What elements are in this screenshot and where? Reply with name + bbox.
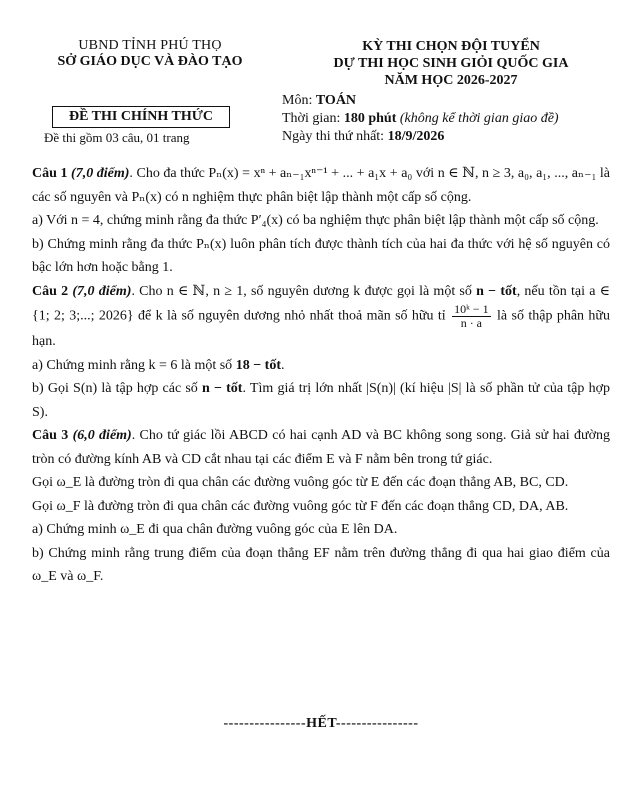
question-2-part-b (32, 377, 610, 424)
issuer-department: SỞ GIÁO DỤC VÀ ĐÀO TẠO (57, 54, 243, 69)
question-2-part-a (32, 354, 610, 378)
subject-value: TOÁN (315, 93, 357, 108)
question-1-part-a: a) Với n = 4, chứng minh rằng đa thức P′₄(x) có ba nghiệm thực phân biệt lập thành một cấp số cộng. (32, 213, 599, 228)
question-1-title: Câu 1 (32, 166, 68, 181)
question-2-line2-end: là số thập phân hữu hạn. (32, 308, 611, 349)
question-2-part-b-text: b) Gọi S(n) là tập hợp các số (32, 381, 202, 396)
exam-title-line1: KỲ THI CHỌN ĐỘI TUYỂN (362, 39, 540, 54)
question-2-part-a-term: 18 − tốt (235, 357, 281, 373)
question-3-points: (6,0 điểm) (72, 428, 132, 443)
question-3-part-a: a) Chứng minh ω_E đi qua chân đường vuông góc của E lên DA. (32, 522, 398, 537)
exam-content (32, 162, 610, 589)
exam-page-count: Đề thi gồm 03 câu, 01 trang (44, 130, 190, 145)
issuer-province: UBND TỈNH PHÚ THỌ (78, 38, 222, 53)
time-label: Thời gian: (282, 111, 344, 126)
question-3-line2: Gọi ω_E là đường tròn đi qua chân các đường vuông góc từ E đến các đoạn thẳng AB, BC, CD. (32, 475, 569, 490)
date-value: 18/9/2026 (387, 129, 445, 144)
question-2-title: Câu 2 (32, 283, 69, 299)
question-3-line3: Gọi ω_F là đường tròn đi qua chân các đường vuông góc từ F đến các đoạn thẳng CD, DA, AB. (32, 498, 569, 514)
question-1-stem (32, 162, 610, 209)
question-1-points: (7,0 điểm) (71, 166, 130, 181)
time-note: (không kể thời gian giao đề) (399, 111, 559, 126)
time-line (282, 110, 559, 128)
issuer-block (40, 38, 260, 70)
question-3-stem (32, 424, 610, 471)
question-3-title: Câu 3 (32, 428, 69, 443)
fraction-denominator: n · a (460, 316, 483, 330)
question-2-stem (32, 280, 610, 354)
date-label: Ngày thi thứ nhất: (282, 129, 388, 144)
subject-label: Môn: (282, 93, 316, 108)
question-1-part-b: b) Chứng minh rằng đa thức Pₙ(x) luôn phân tích được thành tích của hai đa thức với hệ số nguyên có bậc lớn hơn hoặc bằng 1. (32, 236, 610, 275)
question-3-line1: . Cho tứ giác lồi ABCD có hai cạnh AD và BC không song song. Giả sử hai đường tròn có đường kính AB và CD cắt nhau tại các điểm E và F nằm bên trong tứ giác. (32, 428, 610, 467)
subject-line (282, 92, 559, 110)
question-1-line2: các số nguyên và Pₙ(x) có n nghiệm thực phân biệt lập thành một cấp số cộng. (32, 189, 472, 205)
question-2-part-b-end: . Tìm giá trị lớn nhất |S(n)| (kí hiệu |S| là số phần tử của tập hợp S). (32, 381, 610, 420)
question-2-points: (7,0 điểm) (72, 283, 132, 299)
time-value: 180 phút (343, 111, 397, 126)
question-2-part-b-term: n − tốt (202, 381, 243, 396)
exam-title-line3: NĂM HỌC 2026-2027 (384, 73, 518, 88)
exam-meta (282, 92, 559, 146)
end-mark: ----------------HẾT---------------- (223, 716, 419, 731)
question-2-line2-start: a ∈ {1; 2; 3;...; 2026} để k là số nguyên dương nhỏ nhất thoả mãn số hữu tỉ (32, 283, 611, 324)
question-2-line1-end: , nếu tồn tại (516, 283, 585, 299)
exam-title-line2: DỰ THI HỌC SINH GIỎI QUỐC GIA (333, 56, 569, 71)
fraction-numerator: 10ᵏ − 1 (454, 302, 489, 316)
question-2-part-a-text: a) Chứng minh rằng k = 6 là một số (32, 357, 236, 373)
question-2-line1: . Cho n ∈ ℕ, n ≥ 1, số nguyên dương k được gọi là một số (131, 283, 477, 299)
date-line (282, 128, 559, 146)
question-2-part-a-end: . (281, 357, 285, 373)
official-exam-badge: ĐỀ THI CHÍNH THỨC (52, 106, 230, 128)
question-2-term: n − tốt (476, 283, 517, 299)
rational-fraction (452, 303, 491, 330)
question-3-part-b: b) Chứng minh rằng trung điểm của đoạn thẳng EF nằm trên đường thẳng đi qua hai giao điểm của ω_E và ω_F. (32, 545, 610, 584)
question-1-line1: . Cho đa thức Pₙ(x) = xⁿ + aₙ₋₁xⁿ⁻¹ + ... + a₁x + a₀ với n ∈ ℕ, n ≥ 3, a₀, a₁, ..., aₙ₋₁ là (129, 166, 610, 181)
exam-title-block (300, 38, 602, 89)
